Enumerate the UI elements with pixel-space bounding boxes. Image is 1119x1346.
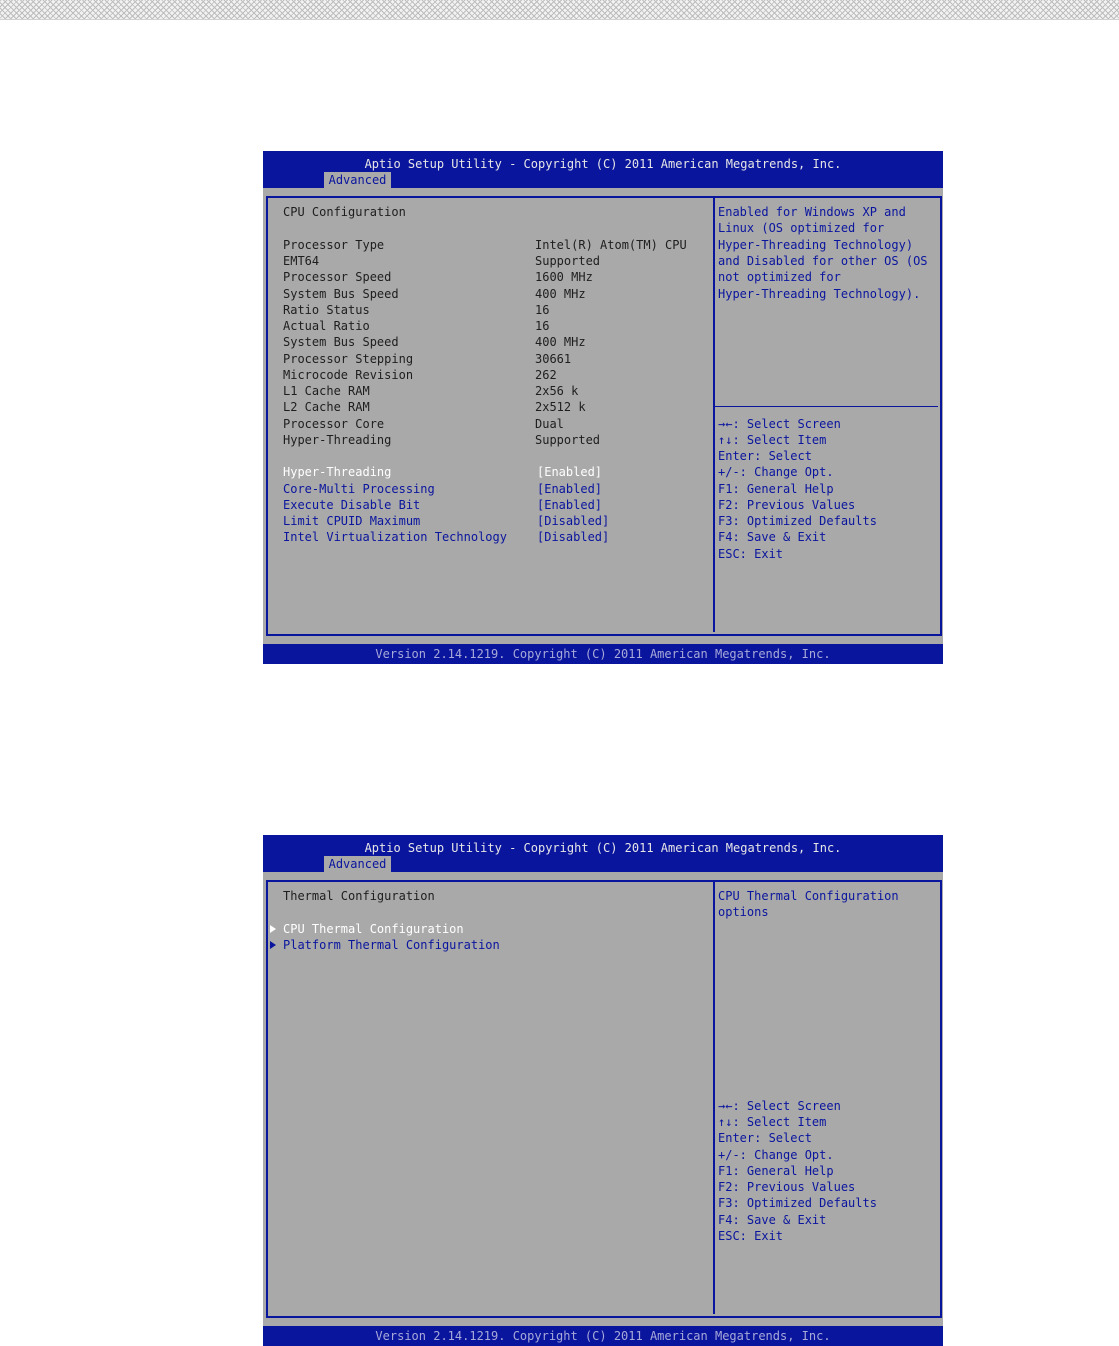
key-enter-select: Enter: Select — [718, 449, 812, 463]
info-value: 16 — [535, 303, 550, 317]
info-label: System Bus Speed — [283, 287, 399, 301]
key-general-help: F1: General Help — [718, 1164, 834, 1178]
option-limit-cpuid-maximum[interactable]: Limit CPUID Maximum — [283, 514, 421, 528]
info-label: System Bus Speed — [283, 335, 399, 349]
info-value: Dual — [535, 417, 564, 431]
help-text-line: Enabled for Windows XP and — [718, 205, 906, 219]
info-label: Hyper-Threading — [283, 433, 392, 447]
bios-screen-thermal-configuration — [263, 835, 943, 1346]
info-label: Actual Ratio — [283, 319, 370, 333]
help-text-line: Hyper-Threading Technology). — [718, 287, 921, 301]
bios-footer: Version 2.14.1219. Copyright (C) 2011 American Megatrends, Inc. — [263, 644, 943, 664]
info-label: Processor Core — [283, 417, 385, 431]
key-change-opt: +/-: Change Opt. — [718, 465, 834, 479]
help-text-line: CPU Thermal Configuration — [718, 889, 899, 903]
info-label: Processor Type — [283, 238, 385, 252]
info-value: 400 MHz — [535, 287, 586, 301]
bios-header — [263, 151, 943, 188]
option-value-core-multi-processing[interactable]: [Enabled] — [537, 482, 603, 496]
menu-item-cpu-thermal-configuration[interactable]: CPU Thermal Configuration — [283, 922, 464, 936]
key-esc-exit: ESC: Exit — [718, 1229, 784, 1243]
option-core-multi-processing[interactable]: Core-Multi Processing — [283, 482, 435, 496]
info-value: 30661 — [535, 352, 572, 366]
info-value: 2x56 k — [535, 384, 579, 398]
key-optimized-defaults: F3: Optimized Defaults — [718, 514, 877, 528]
info-value: Supported — [535, 254, 601, 268]
option-intel-virtualization-technology[interactable]: Intel Virtualization Technology — [283, 530, 507, 544]
panel-divider — [713, 196, 715, 632]
menu-item-platform-thermal-configuration[interactable]: Platform Thermal Configuration — [283, 938, 500, 952]
info-value: Intel(R) Atom(TM) CPU — [535, 238, 687, 252]
option-value-intel-virtualization-technology[interactable]: [Disabled] — [537, 530, 610, 544]
option-value-execute-disable-bit[interactable]: [Enabled] — [537, 498, 603, 512]
key-select-screen: →←: Select Screen — [718, 417, 841, 431]
info-value: 262 — [535, 368, 557, 382]
bios-header-title: Aptio Setup Utility - Copyright (C) 2011 American Megatrends, Inc. — [364, 157, 842, 171]
info-value: 2x512 k — [535, 400, 586, 414]
help-text-line: and Disabled for other OS (OS — [718, 254, 928, 268]
option-execute-disable-bit[interactable]: Execute Disable Bit — [283, 498, 421, 512]
option-value-limit-cpuid-maximum[interactable]: [Disabled] — [537, 514, 610, 528]
key-general-help: F1: General Help — [718, 482, 834, 496]
help-separator — [715, 406, 938, 407]
help-text-line: Hyper-Threading Technology) — [718, 238, 914, 252]
tab-advanced[interactable]: Advanced — [324, 856, 391, 872]
key-select-item: ↑↓: Select Item — [718, 433, 827, 447]
key-optimized-defaults: F3: Optimized Defaults — [718, 1196, 877, 1210]
key-save-exit: F4: Save & Exit — [718, 1213, 827, 1227]
bios-header — [263, 835, 943, 872]
info-label: Processor Stepping — [283, 352, 414, 366]
key-select-screen: →←: Select Screen — [718, 1099, 841, 1113]
key-save-exit: F4: Save & Exit — [718, 530, 827, 544]
section-title: CPU Configuration — [283, 205, 406, 219]
key-change-opt: +/-: Change Opt. — [718, 1148, 834, 1162]
info-value: 400 MHz — [535, 335, 586, 349]
bios-screen-cpu-configuration — [263, 151, 943, 664]
submenu-arrow-icon — [270, 941, 276, 949]
info-label: L1 Cache RAM — [283, 384, 370, 398]
section-title: Thermal Configuration — [283, 889, 435, 903]
help-text-line: options — [718, 905, 769, 919]
tab-advanced[interactable]: Advanced — [324, 172, 391, 188]
key-select-item: ↑↓: Select Item — [718, 1115, 827, 1129]
info-label: Processor Speed — [283, 270, 392, 284]
info-value: 1600 MHz — [535, 270, 593, 284]
page-top-band — [0, 0, 1119, 20]
key-previous-values: F2: Previous Values — [718, 1180, 856, 1194]
bios-header-title: Aptio Setup Utility - Copyright (C) 2011 American Megatrends, Inc. — [364, 841, 842, 855]
help-text-line: Linux (OS optimized for — [718, 221, 885, 235]
option-hyper-threading[interactable]: Hyper-Threading — [283, 465, 392, 479]
key-esc-exit: ESC: Exit — [718, 547, 784, 561]
bios-footer: Version 2.14.1219. Copyright (C) 2011 American Megatrends, Inc. — [263, 1326, 943, 1346]
info-value: Supported — [535, 433, 601, 447]
info-value: 16 — [535, 319, 550, 333]
help-text-line: not optimized for — [718, 270, 841, 284]
info-label: EMT64 — [283, 254, 320, 268]
info-label: L2 Cache RAM — [283, 400, 370, 414]
panel-divider — [713, 880, 715, 1314]
key-enter-select: Enter: Select — [718, 1131, 812, 1145]
option-value-hyper-threading[interactable]: [Enabled] — [537, 465, 603, 479]
info-label: Ratio Status — [283, 303, 370, 317]
submenu-arrow-icon — [270, 925, 276, 933]
key-previous-values: F2: Previous Values — [718, 498, 856, 512]
info-label: Microcode Revision — [283, 368, 414, 382]
